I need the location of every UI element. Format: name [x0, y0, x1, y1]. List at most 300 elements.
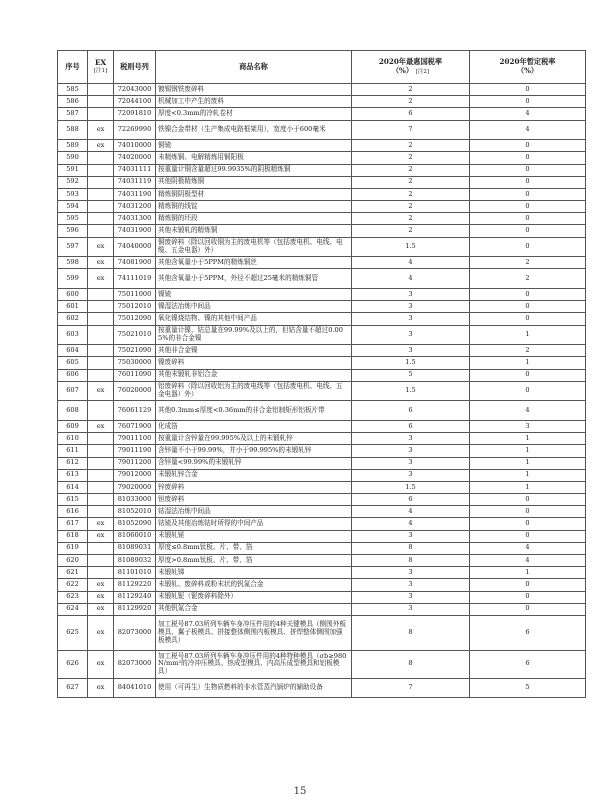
row-ex-cell: [88, 357, 114, 369]
row-name-cell: 其他阴极精炼铜: [156, 176, 352, 188]
table-row: [58, 289, 586, 301]
row-seq-cell: 596: [58, 225, 88, 237]
row-seq-cell: 617: [58, 518, 88, 530]
table-row: [58, 481, 586, 493]
row-code-cell: 74031111: [114, 164, 156, 176]
row-ex-cell: [88, 555, 114, 567]
row-ex-cell: ex: [88, 603, 114, 615]
row-mfn-rate-cell: 3: [352, 433, 470, 445]
row-mfn-rate-cell: 3: [352, 530, 470, 542]
row-seq-cell: 610: [58, 433, 88, 445]
row-seq-cell: 609: [58, 420, 88, 432]
row-ex-cell: [88, 542, 114, 554]
row-code-cell: 76011090: [114, 369, 156, 381]
row-ex-cell: [88, 401, 114, 421]
table-row: [58, 518, 586, 530]
row-seq-cell: 602: [58, 313, 88, 325]
table-row: [58, 325, 586, 345]
row-name-cell: 铜锍: [156, 140, 352, 152]
row-code-cell: 75030000: [114, 357, 156, 369]
header-mfn-rate: [352, 51, 470, 84]
row-seq-cell: 594: [58, 201, 88, 213]
row-seq-cell: 585: [58, 84, 88, 96]
row-temp-rate-cell: 4: [470, 120, 586, 140]
row-temp-rate-cell: 1: [470, 357, 586, 369]
table-header-row: [58, 51, 586, 84]
row-temp-rate-cell: 1: [470, 457, 586, 469]
row-temp-rate-cell: 0: [470, 494, 586, 506]
row-seq-cell: 627: [58, 678, 88, 698]
table-row: [58, 445, 586, 457]
row-name-cell: 其他钒氮合金: [156, 603, 352, 615]
row-temp-rate-cell: 0: [470, 313, 586, 325]
row-ex-cell: [88, 369, 114, 381]
row-ex-cell: ex: [88, 237, 114, 257]
row-temp-rate-cell: 0: [470, 176, 586, 188]
row-mfn-rate-cell: 2: [352, 213, 470, 225]
header-name: 商品名称: [156, 51, 352, 84]
row-code-cell: 72043000: [114, 84, 156, 96]
row-code-cell: 79020000: [114, 481, 156, 493]
table-row: [58, 506, 586, 518]
row-ex-cell: ex: [88, 678, 114, 698]
row-ex-cell: ex: [88, 120, 114, 140]
row-temp-rate-cell: 1: [470, 445, 586, 457]
row-temp-rate-cell: 2: [470, 269, 586, 289]
row-temp-rate-cell: 1: [470, 567, 586, 579]
row-ex-cell: ex: [88, 615, 114, 650]
row-ex-cell: [88, 164, 114, 176]
table-row: [58, 369, 586, 381]
row-code-cell: 81129240: [114, 591, 156, 603]
row-mfn-rate-cell: 3: [352, 345, 470, 357]
row-seq-cell: 592: [58, 176, 88, 188]
row-temp-rate-cell: 4: [470, 401, 586, 421]
row-seq-cell: 597: [58, 237, 88, 257]
table-row: [58, 345, 586, 357]
row-ex-cell: ex: [88, 381, 114, 401]
tariff-table: [57, 50, 586, 698]
row-name-cell: 精炼铜的坯段: [156, 213, 352, 225]
table-body: [58, 84, 586, 698]
table-row: [58, 567, 586, 579]
row-code-cell: 81089032: [114, 555, 156, 567]
row-seq-cell: 603: [58, 325, 88, 345]
row-temp-rate-cell: 0: [470, 579, 586, 591]
row-seq-cell: 604: [58, 345, 88, 357]
row-code-cell: 81129220: [114, 579, 156, 591]
table-row: [58, 213, 586, 225]
row-temp-rate-cell: 0: [470, 140, 586, 152]
table-row: [58, 120, 586, 140]
table-row: [58, 615, 586, 650]
row-temp-rate-cell: 0: [470, 506, 586, 518]
row-name-cell: 使用（可再生）生物质燃料的非水管蒸汽锅炉的辅助设备: [156, 678, 352, 698]
row-temp-rate-cell: 0: [470, 369, 586, 381]
row-ex-cell: ex: [88, 257, 114, 269]
row-seq-cell: 599: [58, 269, 88, 289]
row-seq-cell: 615: [58, 494, 88, 506]
row-seq-cell: 590: [58, 152, 88, 164]
row-code-cell: 74031900: [114, 225, 156, 237]
row-name-cell: 精炼铜的线锭: [156, 201, 352, 213]
row-seq-cell: 612: [58, 457, 88, 469]
row-name-cell: 未锻轧铌（铌废碎料除外）: [156, 591, 352, 603]
row-name-cell: 其他未锻轧非铝合金: [156, 369, 352, 381]
row-seq-cell: 624: [58, 603, 88, 615]
row-code-cell: 74081900: [114, 257, 156, 269]
row-name-cell: 按重量计镍、钴总量在99.99%及以上的，但钴含量不超过0.005%的非合金镍: [156, 325, 352, 345]
row-ex-cell: ex: [88, 579, 114, 591]
row-name-cell: 加工税号87.03所列车辆车身冲压件用的4种关键模具（侧围外板模具、翼子板模具、拼接整体侧围内板模具、拼焊整体侧围加强板模具）: [156, 615, 352, 650]
row-temp-rate-cell: 0: [470, 518, 586, 530]
row-code-cell: 76061129: [114, 401, 156, 421]
table-row: [58, 96, 586, 108]
row-mfn-rate-cell: 4: [352, 269, 470, 289]
row-code-cell: 79011100: [114, 433, 156, 445]
row-temp-rate-cell: 0: [470, 591, 586, 603]
row-temp-rate-cell: 0: [470, 301, 586, 313]
row-ex-cell: [88, 469, 114, 481]
row-code-cell: 84041010: [114, 678, 156, 698]
row-code-cell: 74031200: [114, 201, 156, 213]
row-mfn-rate-cell: 1.5: [352, 481, 470, 493]
row-name-cell: 厚度≤0.8mm钛板、片、带、箔: [156, 542, 352, 554]
row-name-cell: 铝废碎料（除以回收铝为主的废电线等（包括废电机、电线、五金电器）外）: [156, 381, 352, 401]
row-seq-cell: 588: [58, 120, 88, 140]
row-ex-cell: [88, 345, 114, 357]
row-mfn-rate-cell: 2: [352, 201, 470, 213]
row-temp-rate-cell: 3: [470, 420, 586, 432]
row-ex-cell: ex: [88, 140, 114, 152]
row-mfn-rate-cell: 3: [352, 469, 470, 481]
row-name-cell: 其他含氧量小于5PPM的精炼铜丝: [156, 257, 352, 269]
row-code-cell: 75012090: [114, 313, 156, 325]
row-ex-cell: ex: [88, 591, 114, 603]
row-code-cell: 82073000: [114, 651, 156, 679]
row-temp-rate-cell: 0: [470, 381, 586, 401]
row-temp-rate-cell: 0: [470, 530, 586, 542]
row-ex-cell: ex: [88, 420, 114, 432]
row-name-cell: 其他0.3mm≤厚度<0.36mm的非合金铝制矩形铝板片带: [156, 401, 352, 421]
row-ex-cell: [88, 213, 114, 225]
row-ex-cell: [88, 494, 114, 506]
table-row: [58, 84, 586, 96]
row-code-cell: 74031119: [114, 176, 156, 188]
row-name-cell: 镍锍: [156, 289, 352, 301]
row-code-cell: 74040000: [114, 237, 156, 257]
row-seq-cell: 589: [58, 140, 88, 152]
row-ex-cell: ex: [88, 651, 114, 679]
row-mfn-rate-cell: 3: [352, 579, 470, 591]
row-name-cell: 未锻轧铋: [156, 530, 352, 542]
row-code-cell: 74031300: [114, 213, 156, 225]
row-seq-cell: 595: [58, 213, 88, 225]
row-temp-rate-cell: 2: [470, 257, 586, 269]
row-ex-cell: [88, 445, 114, 457]
header-mfn-unit: （%）: [391, 65, 414, 75]
table-row: [58, 313, 586, 325]
row-ex-cell: [88, 325, 114, 345]
row-mfn-rate-cell: 3: [352, 289, 470, 301]
row-name-cell: 其他非合金镍: [156, 345, 352, 357]
row-code-cell: 74010000: [114, 140, 156, 152]
row-code-cell: 79012000: [114, 469, 156, 481]
row-code-cell: 81129920: [114, 603, 156, 615]
row-code-cell: 82073000: [114, 615, 156, 650]
row-mfn-rate-cell: 4: [352, 518, 470, 530]
row-name-cell: 铁镍合金带材（生产集成电路框架用），宽度小于600毫米: [156, 120, 352, 140]
row-ex-cell: [88, 506, 114, 518]
row-temp-rate-cell: 0: [470, 164, 586, 176]
table-row: [58, 225, 586, 237]
table-row: [58, 420, 586, 432]
row-name-cell: 镍废碎料: [156, 357, 352, 369]
row-seq-cell: 619: [58, 542, 88, 554]
row-mfn-rate-cell: 3: [352, 567, 470, 579]
table-row: [58, 530, 586, 542]
row-seq-cell: 613: [58, 469, 88, 481]
row-mfn-rate-cell: 3: [352, 603, 470, 615]
row-temp-rate-cell: 4: [470, 555, 586, 567]
table-row: [58, 237, 586, 257]
row-temp-rate-cell: 0: [470, 213, 586, 225]
table-row: [58, 433, 586, 445]
row-name-cell: 钽废碎料: [156, 494, 352, 506]
row-name-cell: 铜废碎料（除以回收铜为主的废电机等（包括废电机、电线、电缆、五金电器）外）: [156, 237, 352, 257]
row-ex-cell: [88, 96, 114, 108]
row-ex-cell: [88, 289, 114, 301]
table-row: [58, 678, 586, 698]
row-ex-cell: [88, 225, 114, 237]
row-temp-rate-cell: 0: [470, 603, 586, 615]
page-number: 15: [293, 786, 307, 797]
row-seq-cell: 605: [58, 357, 88, 369]
row-code-cell: 81089031: [114, 542, 156, 554]
row-mfn-rate-cell: 3: [352, 457, 470, 469]
row-seq-cell: 591: [58, 164, 88, 176]
row-name-cell: 未精炼铜、电解精炼用铜阳极: [156, 152, 352, 164]
row-name-cell: 厚度>0.8mm钛板、片、带、箔: [156, 555, 352, 567]
row-temp-rate-cell: 1: [470, 325, 586, 345]
row-ex-cell: [88, 176, 114, 188]
table-row: [58, 579, 586, 591]
row-mfn-rate-cell: 3: [352, 591, 470, 603]
row-name-cell: 未锻轧锑: [156, 567, 352, 579]
row-code-cell: 74031190: [114, 188, 156, 200]
row-ex-cell: [88, 152, 114, 164]
row-mfn-rate-cell: 8: [352, 651, 470, 679]
row-temp-rate-cell: 0: [470, 289, 586, 301]
row-seq-cell: 608: [58, 401, 88, 421]
row-code-cell: 76071900: [114, 420, 156, 432]
row-temp-rate-cell: 1: [470, 469, 586, 481]
header-temp-unit: （%）: [516, 66, 539, 75]
row-ex-cell: [88, 188, 114, 200]
row-temp-rate-cell: 0: [470, 84, 586, 96]
row-name-cell: 镍湿法冶炼中间品: [156, 301, 352, 313]
row-seq-cell: 621: [58, 567, 88, 579]
row-mfn-rate-cell: 6: [352, 108, 470, 120]
row-seq-cell: 625: [58, 615, 88, 650]
row-code-cell: 75012010: [114, 301, 156, 313]
row-temp-rate-cell: 6: [470, 615, 586, 650]
row-temp-rate-cell: 4: [470, 108, 586, 120]
row-mfn-rate-cell: 2: [352, 140, 470, 152]
table-row: [58, 494, 586, 506]
row-mfn-rate-cell: 2: [352, 225, 470, 237]
row-seq-cell: 622: [58, 579, 88, 591]
table-row: [58, 257, 586, 269]
row-name-cell: 精炼铜阴极型材: [156, 188, 352, 200]
row-name-cell: 含锌量<99.99%的未锻轧锌: [156, 457, 352, 469]
row-temp-rate-cell: 0: [470, 201, 586, 213]
row-ex-cell: ex: [88, 269, 114, 289]
row-mfn-rate-cell: 6: [352, 401, 470, 421]
row-name-cell: 机械加工中产生的废料: [156, 96, 352, 108]
header-mfn-rate-label: 2020年最惠国税率: [378, 57, 443, 67]
row-name-cell: 镀锡钢铁废碎料: [156, 84, 352, 96]
row-mfn-rate-cell: 1.5: [352, 357, 470, 369]
table-row: [58, 555, 586, 567]
row-ex-cell: [88, 313, 114, 325]
row-name-cell: 钴锍及其他冶炼钴时所得的中间产品: [156, 518, 352, 530]
row-code-cell: 72091810: [114, 108, 156, 120]
row-mfn-rate-cell: 7: [352, 120, 470, 140]
row-seq-cell: 600: [58, 289, 88, 301]
row-code-cell: 81101010: [114, 567, 156, 579]
table-row: [58, 152, 586, 164]
row-code-cell: 75021090: [114, 345, 156, 357]
row-mfn-rate-cell: 2: [352, 152, 470, 164]
row-code-cell: 76020000: [114, 381, 156, 401]
row-mfn-rate-cell: 6: [352, 420, 470, 432]
row-code-cell: 79011190: [114, 445, 156, 457]
row-code-cell: 81060010: [114, 530, 156, 542]
row-ex-cell: [88, 301, 114, 313]
row-temp-rate-cell: 0: [470, 152, 586, 164]
header-ex: [88, 51, 114, 84]
row-mfn-rate-cell: 8: [352, 615, 470, 650]
row-seq-cell: 607: [58, 381, 88, 401]
row-temp-rate-cell: 5: [470, 678, 586, 698]
header-temp-rate-label: 2020年暂定税率: [499, 57, 556, 67]
row-temp-rate-cell: 1: [470, 481, 586, 493]
row-code-cell: 79011200: [114, 457, 156, 469]
row-seq-cell: 614: [58, 481, 88, 493]
row-mfn-rate-cell: 6: [352, 494, 470, 506]
row-mfn-rate-cell: 1.5: [352, 381, 470, 401]
header-mfn-note: [注2]: [415, 68, 430, 75]
row-temp-rate-cell: 6: [470, 651, 586, 679]
table-row: [58, 301, 586, 313]
row-ex-cell: [88, 84, 114, 96]
table-row: [58, 201, 586, 213]
row-seq-cell: 586: [58, 96, 88, 108]
row-code-cell: 81033000: [114, 494, 156, 506]
row-code-cell: 81052010: [114, 506, 156, 518]
row-seq-cell: 593: [58, 188, 88, 200]
row-name-cell: 氧化镍烧结物、镍的其他中间产品: [156, 313, 352, 325]
table-row: [58, 457, 586, 469]
row-mfn-rate-cell: 2: [352, 188, 470, 200]
row-mfn-rate-cell: 2: [352, 96, 470, 108]
row-name-cell: 其他未锻轧的精炼铜: [156, 225, 352, 237]
row-temp-rate-cell: 2: [470, 345, 586, 357]
table-row: [58, 269, 586, 289]
row-mfn-rate-cell: 7: [352, 678, 470, 698]
row-name-cell: 加工税号87.03所列车辆车身冲压件用的4种特种模具（σb≥980N/mm²的冷冲压模具、热成型模具、内高压成型模具和铝板模具）: [156, 651, 352, 679]
row-seq-cell: 620: [58, 555, 88, 567]
row-ex-cell: [88, 567, 114, 579]
row-seq-cell: 601: [58, 301, 88, 313]
table-row: [58, 381, 586, 401]
table-row: [58, 591, 586, 603]
row-mfn-rate-cell: 3: [352, 325, 470, 345]
row-mfn-rate-cell: 3: [352, 313, 470, 325]
row-code-cell: 72044100: [114, 96, 156, 108]
row-name-cell: 含锌量不小于99.99%，并小于99.995%的未锻轧锌: [156, 445, 352, 457]
table-row: [58, 164, 586, 176]
table-row: [58, 651, 586, 679]
row-code-cell: 74111019: [114, 269, 156, 289]
row-mfn-rate-cell: 3: [352, 445, 470, 457]
row-ex-cell: ex: [88, 518, 114, 530]
table-row: [58, 603, 586, 615]
row-mfn-rate-cell: 2: [352, 84, 470, 96]
header-temp-rate: [470, 51, 586, 84]
row-name-cell: 化成箔: [156, 420, 352, 432]
row-mfn-rate-cell: 8: [352, 542, 470, 554]
row-name-cell: 其他含氧量小于5PPM，外径不超过25毫米的精炼铜管: [156, 269, 352, 289]
table-row: [58, 401, 586, 421]
row-ex-cell: [88, 433, 114, 445]
row-code-cell: 75021010: [114, 325, 156, 345]
row-seq-cell: 606: [58, 369, 88, 381]
row-seq-cell: 618: [58, 530, 88, 542]
row-ex-cell: [88, 481, 114, 493]
row-seq-cell: 626: [58, 651, 88, 679]
row-mfn-rate-cell: 4: [352, 257, 470, 269]
table-row: [58, 542, 586, 554]
header-code: 税则号列: [114, 51, 156, 84]
row-ex-cell: [88, 201, 114, 213]
row-seq-cell: 616: [58, 506, 88, 518]
row-name-cell: 未锻轧、废碎料或粉末状的钒氮合金: [156, 579, 352, 591]
row-temp-rate-cell: 1: [470, 433, 586, 445]
row-temp-rate-cell: 0: [470, 237, 586, 257]
row-name-cell: 锌废碎料: [156, 481, 352, 493]
row-mfn-rate-cell: 5: [352, 369, 470, 381]
row-name-cell: 厚度<0.3mm的冷轧卷材: [156, 108, 352, 120]
row-ex-cell: [88, 457, 114, 469]
row-temp-rate-cell: 4: [470, 542, 586, 554]
row-name-cell: 未锻轧锌合金: [156, 469, 352, 481]
row-code-cell: 81052090: [114, 518, 156, 530]
table-row: [58, 140, 586, 152]
row-mfn-rate-cell: 2: [352, 176, 470, 188]
header-seq: 序号: [58, 51, 88, 84]
row-seq-cell: 598: [58, 257, 88, 269]
row-mfn-rate-cell: 1.5: [352, 237, 470, 257]
row-code-cell: 74020000: [114, 152, 156, 164]
row-code-cell: 72269990: [114, 120, 156, 140]
table-row: [58, 176, 586, 188]
row-name-cell: 钴湿法冶炼中间品: [156, 506, 352, 518]
row-mfn-rate-cell: 8: [352, 555, 470, 567]
row-mfn-rate-cell: 3: [352, 301, 470, 313]
table-row: [58, 188, 586, 200]
